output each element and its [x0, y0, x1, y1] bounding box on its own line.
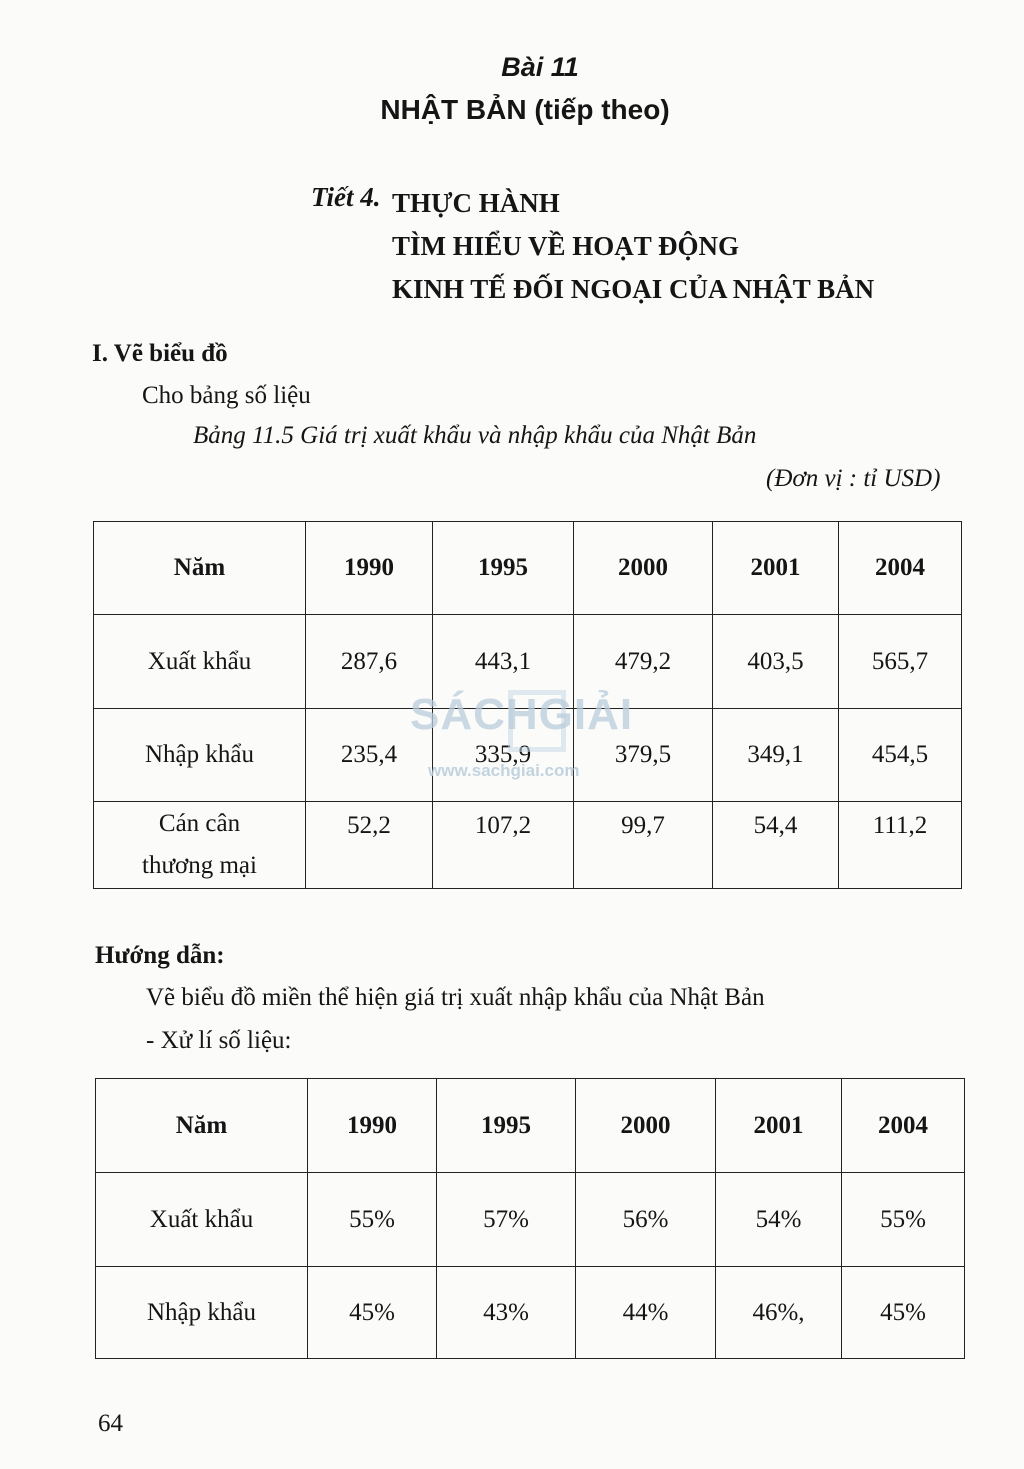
table-cell: 57%	[437, 1173, 576, 1267]
table-cell: 44%	[576, 1267, 716, 1359]
table-cell: 111,2	[839, 802, 962, 889]
table-cell: 52,2	[306, 802, 433, 889]
guide-heading: Hướng dẫn:	[95, 942, 225, 969]
table-header-row	[96, 1079, 965, 1173]
guide-instruction: Vẽ biểu đồ miền thể hiện giá trị xuất nhập khẩu của Nhật Bản	[146, 984, 765, 1011]
period-title-line-3: KINH TẾ ĐỐI NGOẠI CỦA NHẬT BẢN	[392, 274, 875, 304]
table-cell: 46%,	[716, 1267, 842, 1359]
table-cell: 107,2	[433, 802, 574, 889]
watermark-url: www.sachgiai.com	[428, 761, 580, 780]
header-cell: 2001	[713, 522, 839, 615]
period-label: Tiết 4.	[311, 182, 381, 212]
table-unit: (Đơn vị : tỉ USD)	[766, 465, 941, 492]
watermark-logo: SÁCHGIẢI	[410, 690, 634, 739]
section-intro: Cho bảng số liệu	[142, 382, 311, 409]
table-cell: 454,5	[839, 709, 962, 802]
table-cell: 56%	[576, 1173, 716, 1267]
row-label: Xuất khẩu	[94, 615, 306, 709]
table-cell: 54,4	[713, 802, 839, 889]
header-cell: 2004	[839, 522, 962, 615]
table-cell: 235,4	[306, 709, 433, 802]
table-cell: 287,6	[306, 615, 433, 709]
table-row	[96, 1173, 965, 1267]
row-label: Nhập khẩu	[96, 1267, 308, 1359]
header-cell: Năm	[94, 522, 306, 615]
table-cell: 45%	[842, 1267, 965, 1359]
header-cell: 2000	[576, 1079, 716, 1173]
period-title-line-2: TÌM HIỂU VỀ HOẠT ĐỘNG	[392, 231, 740, 261]
table-row	[94, 802, 962, 889]
lesson-number: Bài 11	[501, 52, 579, 82]
header-cell: 2001	[716, 1079, 842, 1173]
table-cell: 335,9	[433, 709, 574, 802]
lesson-title: NHẬT BẢN (tiếp theo)	[380, 94, 670, 125]
period-title	[392, 182, 874, 311]
table-cell: 349,1	[713, 709, 839, 802]
section-heading: I. Vẽ biểu đồ	[92, 340, 228, 367]
table-cell: 443,1	[433, 615, 574, 709]
table-cell: 99,7	[574, 802, 713, 889]
table-cell: 565,7	[839, 615, 962, 709]
guide-step: - Xử lí số liệu:	[146, 1027, 292, 1054]
period-title-line-1: THỰC HÀNH	[392, 188, 560, 218]
header-cell: 1990	[306, 522, 433, 615]
table-cell: 54%	[716, 1173, 842, 1267]
table-cell: 55%	[842, 1173, 965, 1267]
header-cell: Năm	[96, 1079, 308, 1173]
row-label: Nhập khẩu	[94, 709, 306, 802]
table-row	[96, 1267, 965, 1359]
trade-percent-table	[95, 1078, 965, 1359]
header-cell: 1995	[433, 522, 574, 615]
header-cell: 1990	[308, 1079, 437, 1173]
row-label: Cán cân thương mại	[94, 802, 306, 889]
table-cell: 55%	[308, 1173, 437, 1267]
table-cell: 43%	[437, 1267, 576, 1359]
table-cell: 403,5	[713, 615, 839, 709]
table-header-row	[94, 522, 962, 615]
table-cell: 45%	[308, 1267, 437, 1359]
header-cell: 1995	[437, 1079, 576, 1173]
row-label: Xuất khẩu	[96, 1173, 308, 1267]
header-cell: 2000	[574, 522, 713, 615]
table-cell: 479,2	[574, 615, 713, 709]
header-cell: 2004	[842, 1079, 965, 1173]
table-cell: 379,5	[574, 709, 713, 802]
table-caption: Bảng 11.5 Giá trị xuất khẩu và nhập khẩu của Nhật Bản	[193, 422, 757, 449]
page-number: 64	[98, 1410, 123, 1437]
